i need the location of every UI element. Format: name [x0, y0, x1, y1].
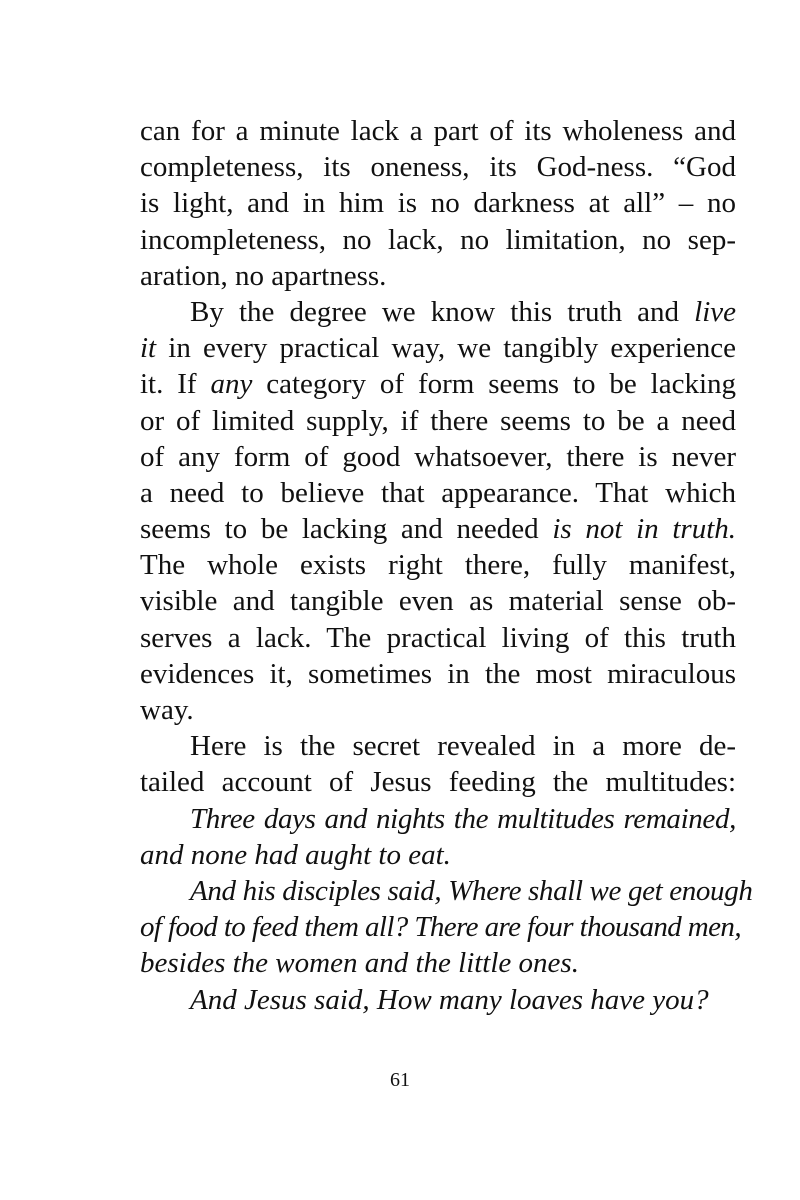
text-line: or of limited supply, if there seems to be a need: [140, 404, 736, 437]
italic-run: Three days and nights the multitudes remained,: [190, 802, 736, 835]
quote-line: [140, 801, 736, 837]
italic-run: is not in truth.: [552, 513, 736, 546]
italic-run: any: [210, 368, 253, 401]
body-text: [140, 113, 753, 1018]
text-run: seems to be lacking and needed: [140, 513, 553, 546]
text-run: category of form seems to be lacking: [252, 368, 737, 401]
italic-run: and none had aught to eat.: [140, 838, 451, 871]
text-line: aration, no apartness.: [140, 259, 387, 292]
italic-run: live: [694, 295, 736, 328]
text-run: in every practical way, we tangibly experience: [156, 332, 736, 365]
text-run: By the degree we know this truth and: [190, 295, 695, 328]
text-line: incompleteness, no lack, no limitation, no sep-: [140, 223, 736, 256]
text-line: visible and tangible even as material sense ob-: [140, 585, 736, 618]
italic-run: of food to feed them all? There are four thousand men,: [140, 911, 741, 944]
text-line: [140, 366, 736, 402]
text-line: [140, 330, 736, 366]
text-line: The whole exists right there, fully manifest,: [140, 549, 736, 582]
text-line: is light, and in him is no darkness at all” – no: [140, 187, 736, 220]
text-line: completeness, its oneness, its God-ness. “God: [140, 151, 736, 184]
italic-run: And his disciples said, Where shall we get enough: [190, 874, 753, 907]
italic-run: it: [140, 332, 157, 365]
quote-line: [140, 873, 753, 909]
text-run: it. If: [140, 368, 211, 401]
quote-line: [140, 909, 741, 945]
quote-line: [140, 945, 736, 981]
text-line: of any form of good whatsoever, there is never: [140, 440, 736, 473]
text-line: [140, 294, 736, 330]
quote-line: [140, 837, 736, 873]
text-line: can for a minute lack a part of its wholeness and: [140, 115, 736, 147]
text-line: a need to believe that appearance. That which: [140, 476, 736, 509]
text-line: [140, 511, 736, 547]
text-line: evidences it, sometimes in the most miraculous: [140, 657, 736, 690]
page-number: 61: [390, 1069, 410, 1091]
text-line: serves a lack. The practical living of this truth: [140, 621, 736, 654]
italic-run: And Jesus said, How many loaves have you?: [190, 983, 709, 1016]
italic-run: besides the women and the little ones.: [140, 947, 579, 980]
text-line: tailed account of Jesus feeding the multitudes:: [140, 766, 736, 799]
text-line: Here is the secret revealed in a more de-: [190, 730, 736, 763]
quote-line: [140, 982, 736, 1018]
text-line: way.: [140, 694, 194, 726]
